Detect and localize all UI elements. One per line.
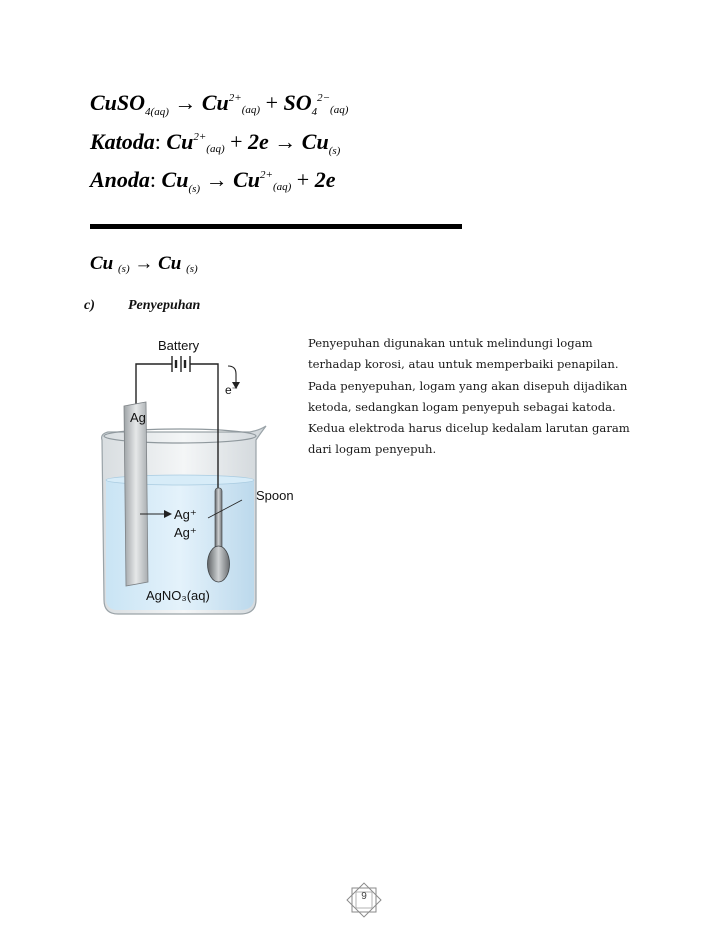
- page-number: 9: [361, 891, 367, 902]
- electron-flow-arrow: [228, 366, 236, 384]
- paragraph-line: dari logam penyepuh.: [308, 442, 437, 457]
- battery-icon: [172, 356, 190, 372]
- spoon-bowl: [208, 546, 230, 582]
- section-title: Penyepuhan: [128, 298, 201, 313]
- ion-label: Ag⁺: [174, 525, 197, 540]
- page-number-ornament: [345, 882, 383, 918]
- paragraph-line: Kedua elektroda harus dicelup kedalam larutan garam: [308, 421, 630, 436]
- spoon-label: Spoon: [256, 488, 294, 503]
- solution-label: AgNO₃(aq): [146, 588, 210, 603]
- equation-dissociation: CuSO$_{4(aq)}$ → $Cu^{2+}(aq) + SO_4^{2-}(aq)$: [90, 90, 349, 118]
- paragraph-line: Pada penyepuhan, logam yang akan disepuh dijadikan: [308, 378, 628, 393]
- section-letter: c): [84, 298, 95, 313]
- paragraph-line: Penyepuhan digunakan untuk melindungi logam: [308, 336, 593, 350]
- silver-anode-plate: [124, 402, 148, 586]
- paragraph-line: ketoda, sedangkan logam penyepuh sebagai katoda.: [308, 399, 616, 414]
- equation-overall: Cu (s) → Cu (s): [90, 253, 198, 275]
- paragraph-line: terhadap korosi, atau untuk memperbaiki penapilan.: [308, 357, 619, 372]
- horizontal-rule: [90, 224, 462, 229]
- equation-cathode: Katoda: $Cu^{2+}(aq) + 2e \to Cu_{(s)}$: [90, 129, 341, 157]
- wire-left: [136, 364, 172, 408]
- electron-label: e⁻: [225, 383, 239, 397]
- paragraph: [308, 333, 653, 461]
- equation-anode: Anoda: $Cu_{(s)} \to Cu^{2+}(aq) + 2e$: [90, 167, 336, 195]
- spoon-handle: [215, 488, 222, 552]
- electroplating-figure: [90, 330, 302, 620]
- battery-label: Battery: [158, 338, 200, 353]
- ion-label: Ag⁺: [174, 507, 197, 522]
- anode-label: Ag: [130, 410, 146, 425]
